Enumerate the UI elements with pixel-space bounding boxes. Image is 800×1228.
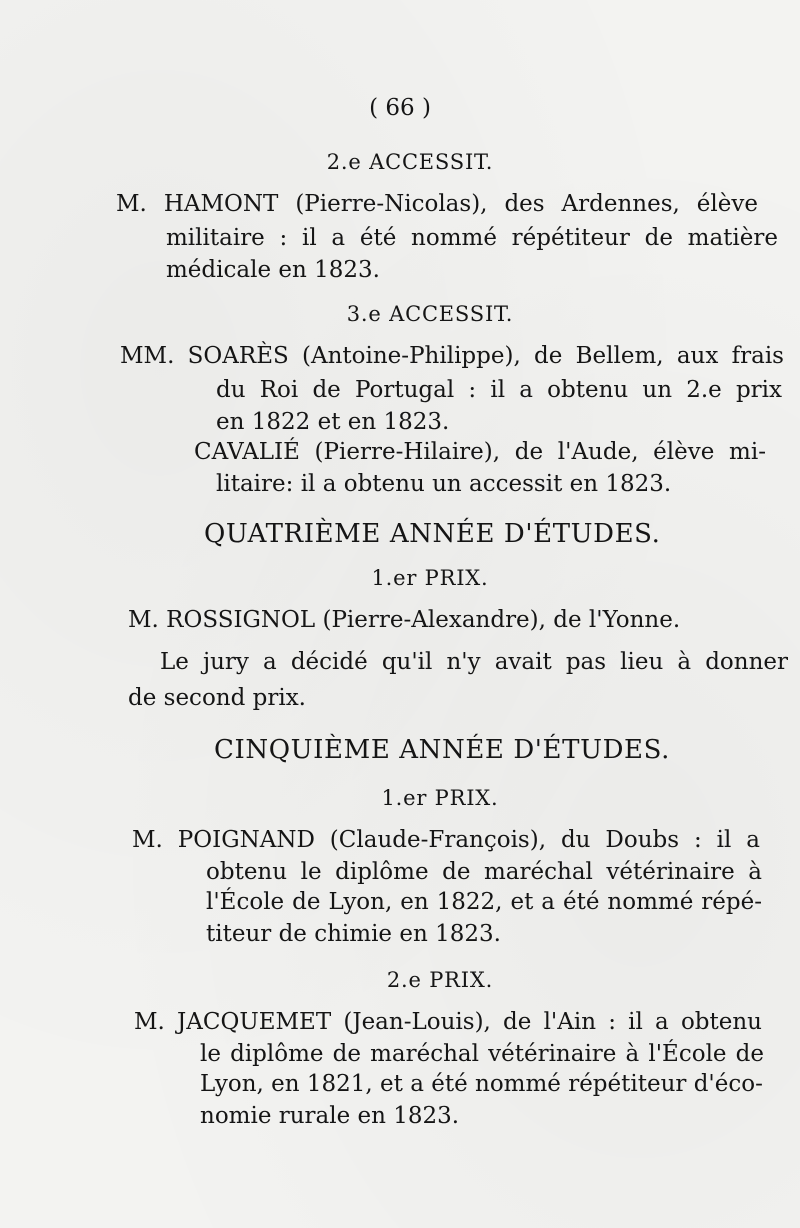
text-line: litaire: il a obtenu un accessit en 1823. [216, 471, 672, 497]
text-line: M. HAMONT (Pierre-Nicolas), des Ardennes, élève [116, 191, 758, 217]
text-line: en 1822 et en 1823. [216, 409, 450, 435]
section-title: QUATRIÈME ANNÉE D'ÉTUDES. [204, 519, 661, 549]
text-line: l'École de Lyon, en 1822, et a été nommé répé- [206, 889, 762, 915]
text-line: de second prix. [128, 685, 306, 711]
section-heading: 2.e PRIX. [386, 968, 494, 992]
section-heading: 2.e ACCESSIT. [326, 150, 494, 174]
text-line: M. POIGNAND (Claude-François), du Doubs : il a [132, 827, 760, 853]
text-line: nomie rurale en 1823. [200, 1103, 460, 1129]
section-heading: 1.er PRIX. [381, 786, 499, 810]
section-heading: 1.er PRIX. [371, 566, 489, 590]
text-line: titeur de chimie en 1823. [206, 921, 501, 947]
text-line: M. JACQUEMET (Jean-Louis), de l'Ain : il a obtenu [134, 1009, 762, 1035]
text-line: CAVALIÉ (Pierre-Hilaire), de l'Aude, élève mi- [194, 439, 766, 465]
text-line: obtenu le diplôme de maréchal vétérinaire à [206, 859, 762, 885]
text-line: médicale en 1823. [166, 257, 380, 283]
text-line: MM. SOARÈS (Antoine-Philippe), de Bellem, aux frais [120, 343, 784, 369]
text-line: le diplôme de maréchal vétérinaire à l'École de [200, 1041, 764, 1067]
section-title: CINQUIÈME ANNÉE D'ÉTUDES. [214, 735, 670, 765]
text-line: Lyon, en 1821, et a été nommé répétiteur d'éco- [200, 1071, 763, 1097]
text-line: du Roi de Portugal : il a obtenu un 2.e prix [216, 377, 782, 403]
text-line: M. ROSSIGNOL (Pierre-Alexandre), de l'Yonne. [128, 607, 681, 633]
page-number: ( 66 ) [369, 95, 431, 121]
text-line: militaire : il a été nommé répétiteur de matière [166, 225, 778, 251]
text-line: Le jury a décidé qu'il n'y avait pas lieu à donner [160, 649, 788, 675]
section-heading: 3.e ACCESSIT. [346, 302, 514, 326]
